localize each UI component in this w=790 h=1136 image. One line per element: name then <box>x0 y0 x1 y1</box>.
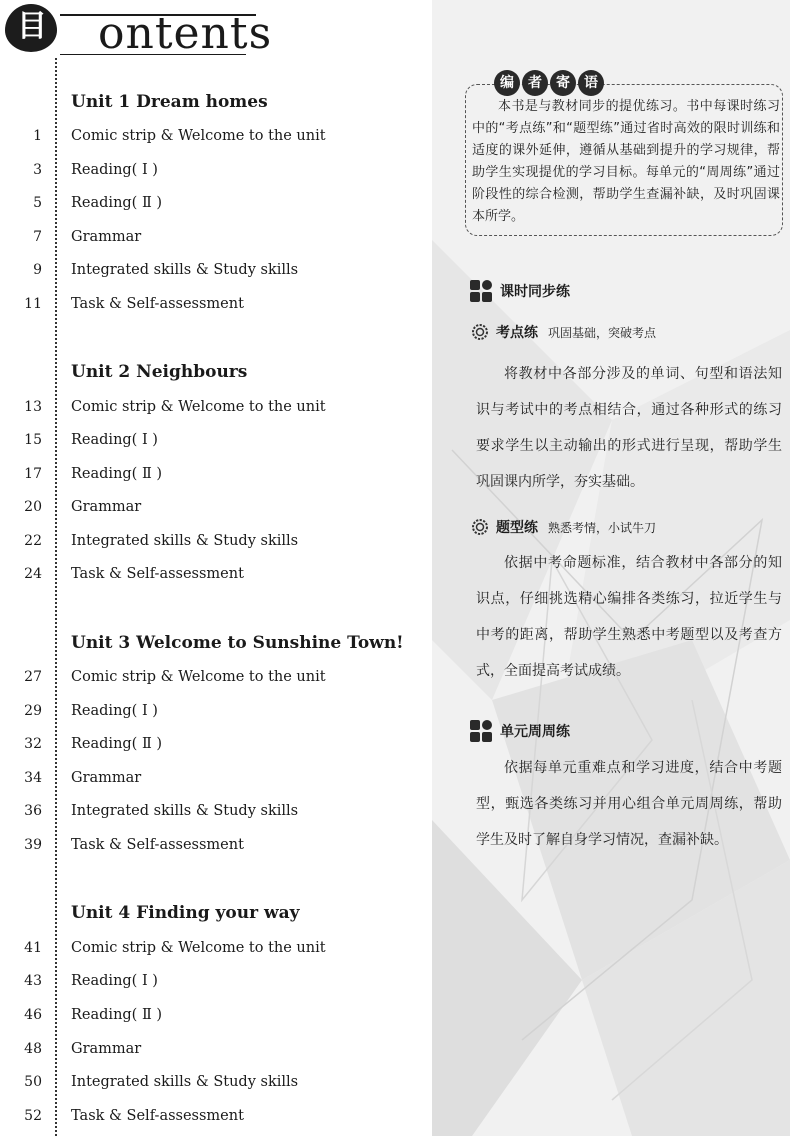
page-number: 48 <box>24 1041 42 1057</box>
entry-title: Reading( Ⅱ ) <box>71 1007 163 1023</box>
toc-entry[interactable] <box>0 734 432 758</box>
toc-entry[interactable] <box>0 938 432 962</box>
subsection-tixing <box>470 517 656 537</box>
unit-title: Unit 4 Finding your way <box>71 903 300 923</box>
entry-title: Task & Self-assessment <box>71 566 244 582</box>
toc-entry[interactable] <box>0 227 432 251</box>
entry-title: Grammar <box>71 229 142 245</box>
entry-title: Comic strip & Welcome to the unit <box>71 128 326 144</box>
unit-title: Unit 2 Neighbours <box>71 362 248 382</box>
toc-entry[interactable] <box>0 193 432 217</box>
section-lesson-sync <box>470 280 570 302</box>
entry-title: Task & Self-assessment <box>71 1108 244 1124</box>
entry-title: Grammar <box>71 499 142 515</box>
page-number: 39 <box>24 837 42 853</box>
section-label: 单元周周练 <box>500 724 570 740</box>
entry-title: Comic strip & Welcome to the unit <box>71 399 326 415</box>
entry-title: Integrated skills & Study skills <box>71 533 299 549</box>
title-char: 者 <box>522 70 548 96</box>
page-number: 50 <box>24 1074 42 1090</box>
header-rule-bottom <box>60 54 246 55</box>
weekly-description: 依据每单元重难点和学习进度，结合中考题型，甄选各类练习并用心组合单元周周练，帮助学生及时了解自身学习情况，查漏补缺。 <box>476 760 782 848</box>
grid-icon <box>470 720 492 742</box>
gear-icon <box>470 517 490 537</box>
subsection-tagline: 巩固基础，突破考点 <box>548 325 657 340</box>
grid-icon <box>470 280 492 302</box>
toc-entry[interactable] <box>0 667 432 691</box>
entry-title: Reading( Ⅱ ) <box>71 195 163 211</box>
toc-entry[interactable] <box>0 160 432 184</box>
entry-title: Reading( Ⅰ ) <box>71 432 158 448</box>
editor-panel <box>432 0 790 1136</box>
page-number: 22 <box>24 533 42 549</box>
title-char: 寄 <box>550 70 576 96</box>
subsection-label: 考点练 <box>496 325 538 341</box>
title-char: 编 <box>494 70 520 96</box>
entry-title: Task & Self-assessment <box>71 837 244 853</box>
editor-note-body: 本书是与教材同步的提优练习。书中每课时练习中的“考点练”和“题型练”通过省时高效的限时训练和适度的课外延伸，遵循从基础到提升的学习规律，帮助学生实现提优的学习目标。每单元的“周周练”通过阶段性的综合检测，帮助学生查漏补缺，及时巩固课本所学。 <box>472 99 780 224</box>
entry-title: Reading( Ⅰ ) <box>71 703 158 719</box>
subsection-kaodian <box>470 322 656 342</box>
entry-title: Integrated skills & Study skills <box>71 1074 299 1090</box>
page-number: 29 <box>24 703 42 719</box>
toc-entry[interactable] <box>0 1106 432 1130</box>
toc-entry[interactable] <box>0 397 432 421</box>
page-number: 1 <box>33 128 42 144</box>
contents-heading: ontents <box>98 8 273 59</box>
page-number: 11 <box>24 296 42 312</box>
entry-title: Integrated skills & Study skills <box>71 803 299 819</box>
entry-title: Comic strip & Welcome to the unit <box>71 940 326 956</box>
page-number: 15 <box>24 432 42 448</box>
page-number: 5 <box>33 195 42 211</box>
entry-title: Reading( Ⅰ ) <box>71 973 158 989</box>
toc-entry[interactable] <box>0 497 432 521</box>
entry-title: Integrated skills & Study skills <box>71 262 299 278</box>
page-number: 20 <box>24 499 42 515</box>
toc-entry[interactable] <box>0 1005 432 1029</box>
page-number: 27 <box>24 669 42 685</box>
toc-entry[interactable] <box>0 294 432 318</box>
toc-entry[interactable] <box>0 564 432 588</box>
page-number: 34 <box>24 770 42 786</box>
toc-entry[interactable] <box>0 531 432 555</box>
toc-entry[interactable] <box>0 430 432 454</box>
section-label: 课时同步练 <box>500 284 570 300</box>
subsection-tagline: 熟悉考情，小试牛刀 <box>548 520 657 535</box>
toc-entry[interactable] <box>0 835 432 859</box>
unit-title: Unit 1 Dream homes <box>71 92 268 112</box>
toc-entry[interactable] <box>0 464 432 488</box>
page-number: 13 <box>24 399 42 415</box>
page-number: 36 <box>24 803 42 819</box>
page-number: 52 <box>24 1108 42 1124</box>
entry-title: Grammar <box>71 770 142 786</box>
tixing-description: 依据中考命题标准，结合教材中各部分的知识点，仔细挑选精心编排各类练习，拉近学生与中考的距离，帮助学生熟悉中考题型以及考查方式，全面提高考试成绩。 <box>476 555 782 679</box>
toc-entry[interactable] <box>0 126 432 150</box>
toc-entry[interactable] <box>0 1039 432 1063</box>
page-number: 17 <box>24 466 42 482</box>
kaodian-description: 将教材中各部分涉及的单词、句型和语法知识与考试中的考点相结合，通过各种形式的练习要求学生以主动输出的形式进行呈现，帮助学生巩固课内所学，夯实基础。 <box>476 366 782 490</box>
page-number: 24 <box>24 566 42 582</box>
contents-badge: 目录 <box>5 4 57 52</box>
page-number: 46 <box>24 1007 42 1023</box>
toc-entry[interactable] <box>0 971 432 995</box>
toc-entry[interactable] <box>0 1072 432 1096</box>
toc-entry[interactable] <box>0 768 432 792</box>
page-number: 43 <box>24 973 42 989</box>
entry-title: Comic strip & Welcome to the unit <box>71 669 326 685</box>
page-number: 7 <box>33 229 42 245</box>
toc-entry[interactable] <box>0 701 432 725</box>
page-number: 32 <box>24 736 42 752</box>
entry-title: Task & Self-assessment <box>71 296 244 312</box>
page-number: 9 <box>33 262 42 278</box>
entry-title: Reading( Ⅱ ) <box>71 736 163 752</box>
page-number: 41 <box>24 940 42 956</box>
page-number: 3 <box>33 162 42 178</box>
entry-title: Reading( Ⅰ ) <box>71 162 158 178</box>
unit-title: Unit 3 Welcome to Sunshine Town! <box>71 633 404 653</box>
toc-entry[interactable] <box>0 260 432 284</box>
entry-title: Grammar <box>71 1041 142 1057</box>
entry-title: Reading( Ⅱ ) <box>71 466 163 482</box>
editor-note-title <box>494 70 604 96</box>
toc-entry[interactable] <box>0 801 432 825</box>
title-char: 语 <box>578 70 604 96</box>
subsection-label: 题型练 <box>496 520 538 536</box>
gear-icon <box>470 322 490 342</box>
section-weekly <box>470 720 570 742</box>
